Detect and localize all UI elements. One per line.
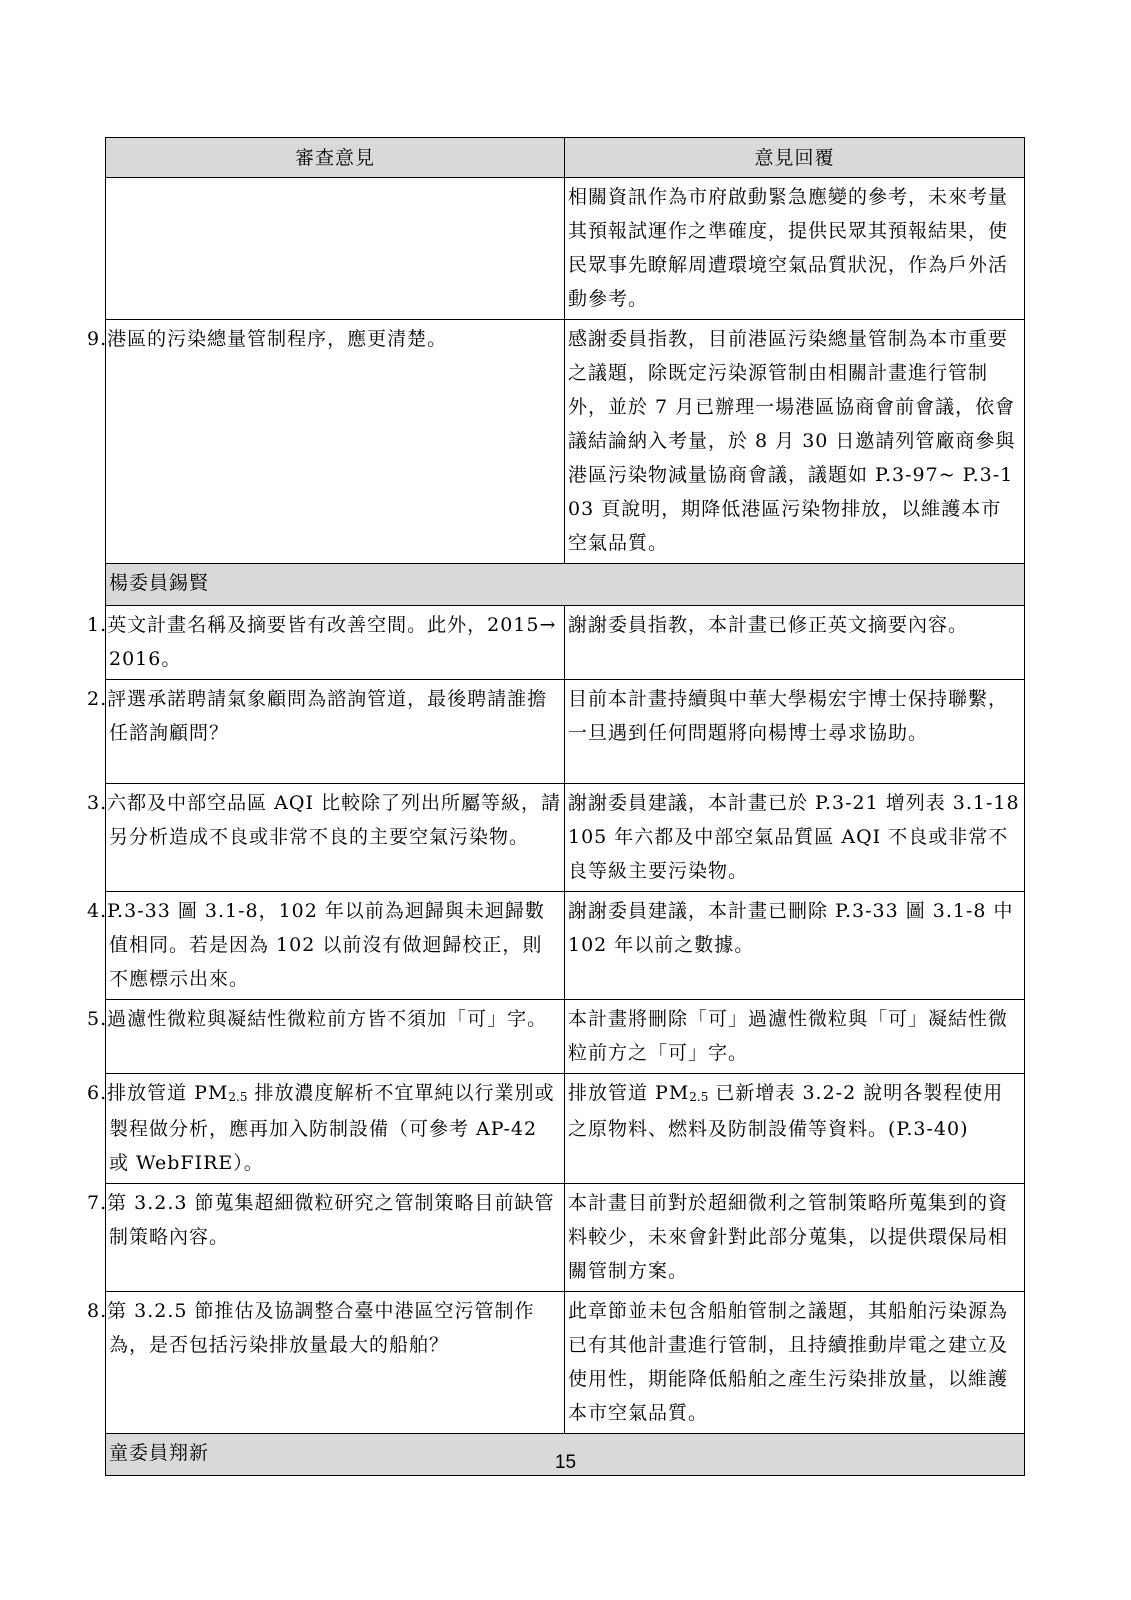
comment-cell <box>106 178 565 320</box>
reply-cell: 相關資訊作為市府啟動緊急應變的參考，未來考量其預報試運作之準確度，提供民眾其預報結果，使民眾事先瞭解周遭環境空氣品質狀況，作為戶外活動參考。 <box>565 178 1025 320</box>
table-row <box>106 320 1025 564</box>
comment-cell: 8.第 3.2.5 節推估及協調整合臺中港區空污管制作為，是否包括污染排放量最大的船舶？ <box>106 1292 565 1434</box>
comment-cell: 2.評選承諾聘請氣象顧問為諮詢管道，最後聘請誰擔任諮詢顧問？ <box>106 680 565 784</box>
comment-cell <box>87 1074 565 1184</box>
table-row <box>106 1184 1025 1292</box>
review-table <box>87 137 1040 1476</box>
comment-cell: 4.P.3-33 圖 3.1-8，102 年以前為迴歸與未迴歸數值相同。若是因為 102 以前沒有做迴歸校正，則不應標示出來。 <box>106 892 565 1000</box>
table-row <box>106 1074 1025 1184</box>
reply-text-b: 已新增表 3.2-2 說明各製程使用之原物料、燃料及防制設備等資料。(P.3-40) <box>568 1082 1004 1140</box>
reply-cell <box>565 1074 1025 1184</box>
comment-text-b: 排放濃度解析不宜單純以行業別或製程做分析，應再加入防制設備（可參考 AP-42 或 WebFIRE）。 <box>109 1082 555 1174</box>
table-header-row <box>106 138 1025 178</box>
reviewer-name: 童委員翔新 <box>106 1434 1025 1476</box>
section-row <box>106 564 1025 606</box>
table-row <box>106 606 1025 680</box>
comment-cell: 3.六都及中部空品區 AQI 比較除了列出所屬等級，請另分析造成不良或非常不良的主要空氣污染物。 <box>106 784 565 892</box>
reply-cell: 謝謝委員建議，本計畫已於 P.3-21 增列表 3.1-18 105 年六都及中部空氣品質區 AQI 不良或非常不良等級主要污染物。 <box>565 784 1025 892</box>
page-number: 15 <box>554 1452 577 1473</box>
reply-subscript: 2.5 <box>689 1090 709 1104</box>
reply-cell: 本計畫將刪除「可」過濾性微粒與「可」凝結性微粒前方之「可」字。 <box>565 1000 1025 1074</box>
header-reply: 意見回覆 <box>565 138 1025 178</box>
reply-cell: 感謝委員指教，目前港區污染總量管制為本市重要之議題，除既定污染源管制由相關計畫進行管制外，並於 7 月已辦理一場港區協商會前會議，依會議結論納入考量，於 8 月 30 日邀請列管廠商參與港區污染物減量協商會議，議題如 P.3-97~ P.3-103 頁說明，期降低港區污染物排放，以維護本市空氣品質。 <box>565 320 1025 564</box>
comment-cell: 7.第 3.2.3 節蒐集超細微粒研究之管制策略目前缺管制策略內容。 <box>106 1184 565 1292</box>
reply-cell: 此章節並未包含船舶管制之議題，其船舶污染源為已有其他計畫進行管制，且持續推動岸電之建立及使用性，期能降低船舶之產生污染排放量，以維護本市空氣品質。 <box>565 1292 1025 1434</box>
table-row <box>106 680 1025 784</box>
reply-cell: 謝謝委員指教，本計畫已修正英文摘要內容。 <box>565 606 1025 680</box>
table-row <box>106 892 1025 1000</box>
comment-text-a: 6.排放管道 PM <box>87 1082 229 1104</box>
comment-cell: 9.港區的污染總量管制程序，應更清楚。 <box>106 320 565 564</box>
table-row <box>106 784 1025 892</box>
comment-cell: 5.過濾性微粒與凝結性微粒前方皆不須加「可」字。 <box>106 1000 565 1074</box>
header-review-comment: 審查意見 <box>106 138 565 178</box>
reply-text-a: 排放管道 PM <box>568 1082 690 1104</box>
table-row <box>106 178 1025 320</box>
table-row <box>106 1000 1025 1074</box>
reviewer-name: 楊委員錫賢 <box>106 564 1025 606</box>
table-row <box>106 1292 1025 1434</box>
comment-cell: 1.英文計畫名稱及摘要皆有改善空間。此外，2015→2016。 <box>106 606 565 680</box>
reply-cell: 目前本計畫持續與中華大學楊宏宇博士保持聯繫，一旦遇到任何問題將向楊博士尋求協助。 <box>565 680 1025 784</box>
comment-subscript: 2.5 <box>228 1090 248 1104</box>
reply-cell: 謝謝委員建議，本計畫已刪除 P.3-33 圖 3.1-8 中 102 年以前之數據。 <box>565 892 1025 1000</box>
reply-cell: 本計畫目前對於超細微利之管制策略所蒐集到的資料較少，未來會針對此部分蒐集，以提供環保局相關管制方案。 <box>565 1184 1025 1292</box>
